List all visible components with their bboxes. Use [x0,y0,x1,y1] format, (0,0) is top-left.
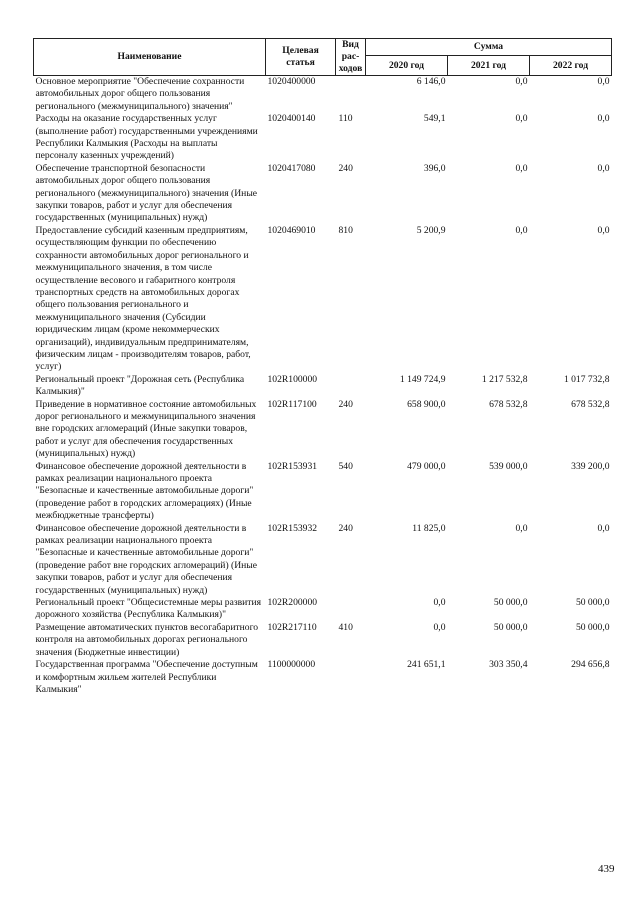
row-code: 102R217110 [267,621,317,633]
row-name: Региональный проект "Дорожная сеть (Республика Калмыкия)" [35,373,245,398]
row-2020: 549,1 [423,113,446,125]
row-2020: 11 825,0 [412,522,446,534]
row-2021: 0,0 [515,522,528,534]
table-row [34,523,612,597]
row-code: 1020417080 [267,162,316,174]
row-2022: 0,0 [597,113,610,125]
row-code: 102R200000 [267,597,318,609]
row-2021: 50 000,0 [493,621,528,633]
row-code: 102R153931 [267,460,318,472]
row-2021: 303 350,4 [489,659,528,671]
row-2021: 539 000,0 [489,460,528,472]
row-name: Государственная программа "Обеспечение доступным и комфортным жильем жителей Республики Калмыкия" [35,659,258,695]
row-name: Расходы на оказание государственных услуг (выполнение работ) государственными учреждениями Республики Калмыкия (Расходы на выплаты персоналу казенных учреждений) [35,113,258,162]
row-name: Финансовое обеспечение дорожной деятельности в рамках реализации национального проекта "Безопасные и качественные автомобильные дороги" (проведение работ в городских агломерациях) (Иные межбюджетные трансферты) [35,460,254,522]
row-code: 1100000000 [267,659,316,671]
row-name: Основное мероприятие "Обеспечение сохранности автомобильных дорог общего пользования регионального (межмуниципального) значения" [35,76,245,112]
row-2022: 0,0 [597,224,610,236]
row-2020: 658 900,0 [407,398,446,410]
table-row [34,461,612,523]
row-name: Финансовое обеспечение дорожной деятельности в рамках реализации национального проекта "Безопасные и качественные автомобильные дороги" (проведение работ вне городских агломераций) (Иные закупки товаров, работ и услуг для обеспечения государственных (муниципальных) нужд) [35,522,257,596]
row-2021: 678 532,8 [489,398,528,410]
row-2020: 0,0 [433,597,446,609]
row-2020: 5 200,9 [416,224,446,236]
table-row [34,374,612,399]
table-row [34,622,612,659]
row-2022: 0,0 [597,76,610,87]
row-type: 110 [338,113,353,125]
row-2020: 479 000,0 [407,460,446,472]
header-year-2021: 2021 год [448,56,530,76]
row-2020: 241 651,1 [407,659,446,671]
header-year-2022: 2022 год [530,56,612,76]
row-name: Предоставление субсидий казенным предприятиям, осуществляющим функции по обеспечению сохранности автомобильных дорог регионального и межмуниципального значения, в том числе осуществление весового и габаритного контроля транспортных средств на автомобильных дорогах общего пользования регионального и межмуниципального значения (Субсидии юридическим лицам (кроме некоммерческих организаций), индивидуальным предпринимателям, физическим лицам - производителям товаров, работ, услуг) [35,224,251,373]
row-code: 102R100000 [267,373,318,385]
row-code: 1020469010 [267,224,316,236]
table-row [34,597,612,622]
table-row [34,225,612,374]
row-type [336,374,366,399]
table-row [34,399,612,461]
header-type: Вид рас-ходов [336,39,366,76]
row-code: 1020400140 [267,113,316,125]
row-2021: 0,0 [515,162,528,174]
budget-table [33,38,612,696]
row-2020: 6 146,0 [416,76,446,87]
header-year-2020: 2020 год [366,56,448,76]
row-2020: 396,0 [423,162,446,174]
row-name: Размещение автоматических пунктов весогабаритного контроля на автомобильных дорогах регионального значения (Бюджетные инвестиции) [35,621,259,658]
page-number: 439 [598,863,615,875]
row-type: 240 [338,398,353,410]
row-2022: 50 000,0 [575,597,610,609]
row-2021: 0,0 [515,224,528,236]
table-row [34,113,612,163]
row-2021: 0,0 [515,76,528,87]
row-2020: 1 149 724,9 [399,373,446,385]
row-type [336,597,366,622]
row-type: 240 [338,162,353,174]
table-body [34,76,612,697]
row-type: 810 [338,224,353,236]
row-2022: 50 000,0 [575,621,610,633]
row-name: Обеспечение транспортной безопасности автомобильных дорог общего пользования регионального (межмуниципального) значения (Иные закупки товаров, работ и услуг для обеспечения государственных (муниципальных) нужд) [35,162,258,224]
table-row [34,76,612,114]
row-2021: 0,0 [515,113,528,125]
table-header [34,39,612,76]
row-2020: 0,0 [433,621,446,633]
table-row [34,163,612,225]
row-name: Приведение в нормативное состояние автомобильных дорог регионального и межмуниципального значения вне городских агломераций (Иные закупки товаров, работ и услуг для обеспечения государственных (муниципальных) нужд) [35,398,257,460]
row-2022: 678 532,8 [571,398,610,410]
row-type: 240 [338,522,353,534]
header-sum: Сумма [366,39,612,56]
row-name: Региональный проект "Общесистемные меры развития дорожного хозяйства (Республика Калмыкия)" [35,597,262,621]
row-code: 1020400000 [267,76,316,87]
row-type [336,76,366,114]
header-name: Наименование [34,39,266,76]
row-2022: 1 017 732,8 [563,373,610,385]
header-code: Целевая статья [266,39,336,76]
row-2022: 294 656,8 [571,659,610,671]
table-row [34,659,612,696]
row-2022: 339 200,0 [571,460,610,472]
row-2021: 50 000,0 [493,597,528,609]
row-type [336,659,366,696]
row-code: 102R117100 [267,398,317,410]
row-code: 102R153932 [267,522,318,534]
row-2021: 1 217 532,8 [481,373,528,385]
row-type: 410 [338,621,353,633]
row-type: 540 [338,460,353,472]
row-2022: 0,0 [597,522,610,534]
row-2022: 0,0 [597,162,610,174]
